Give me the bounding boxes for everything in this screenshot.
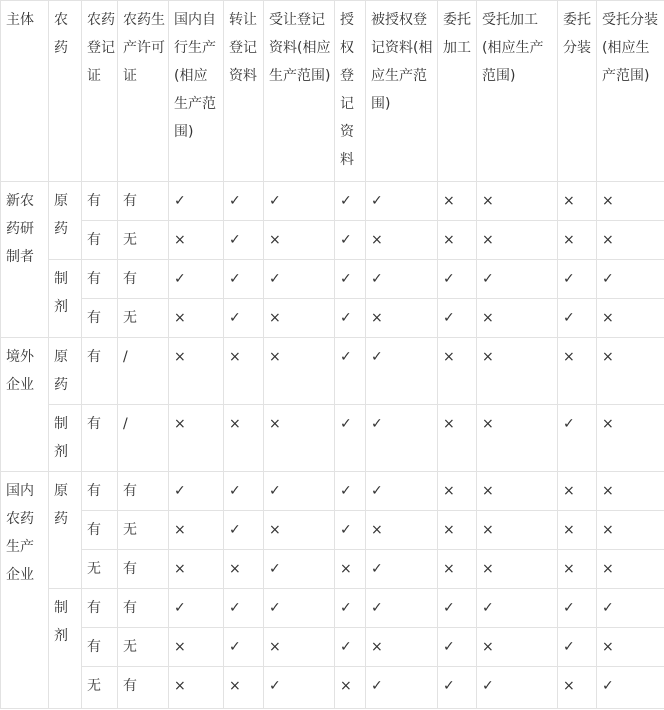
header-cell: 授权登记资料 — [335, 1, 366, 182]
permission-mark-cell: × — [366, 299, 438, 338]
permission-mark-cell: × — [169, 667, 224, 709]
production-license-cell: 有 — [118, 589, 169, 628]
permission-mark-cell: × — [438, 472, 477, 511]
header-cell: 受托分装(相应生产范围) — [597, 1, 664, 182]
subject-cell: 国内农药生产企业 — [1, 472, 49, 709]
permission-mark-cell: ✓ — [335, 628, 366, 667]
permission-mark-cell: ✓ — [224, 628, 264, 667]
header-cell: 被授权登记资料(相应生产范围) — [366, 1, 438, 182]
table-row — [1, 550, 664, 589]
table-row — [1, 628, 664, 667]
header-cell: 受让登记资料(相应生产范围) — [264, 1, 335, 182]
permission-mark-cell: ✓ — [477, 667, 558, 709]
permission-mark-cell: × — [477, 472, 558, 511]
permission-mark-cell: × — [597, 511, 664, 550]
registration-cert-cell: 有 — [82, 221, 118, 260]
permission-mark-cell: × — [597, 221, 664, 260]
header-cell: 主体 — [1, 1, 49, 182]
permission-mark-cell: ✓ — [558, 299, 597, 338]
permission-mark-cell: × — [366, 221, 438, 260]
permission-mark-cell: ✓ — [477, 589, 558, 628]
production-license-cell: 有 — [118, 260, 169, 299]
permission-mark-cell: × — [597, 628, 664, 667]
permission-mark-cell: × — [169, 221, 224, 260]
permission-mark-cell: × — [438, 221, 477, 260]
header-cell: 委托分装 — [558, 1, 597, 182]
table-row — [1, 260, 664, 299]
header-cell: 国内自行生产(相应生产范围) — [169, 1, 224, 182]
permission-mark-cell: ✓ — [264, 472, 335, 511]
permission-mark-cell: ✓ — [224, 182, 264, 221]
table-row — [1, 511, 664, 550]
permission-mark-cell: ✓ — [335, 299, 366, 338]
permission-mark-cell: ✓ — [438, 299, 477, 338]
permission-mark-cell: × — [477, 628, 558, 667]
table-row — [1, 472, 664, 511]
permission-mark-cell: × — [597, 550, 664, 589]
registration-cert-cell: 无 — [82, 667, 118, 709]
header-cell: 农药登记证 — [82, 1, 118, 182]
permission-mark-cell: ✓ — [224, 260, 264, 299]
permission-mark-cell: × — [264, 628, 335, 667]
permission-mark-cell: × — [438, 550, 477, 589]
permission-mark-cell: × — [558, 338, 597, 405]
table-row — [1, 299, 664, 338]
permission-mark-cell: ✓ — [366, 260, 438, 299]
type-cell: 制剂 — [49, 260, 82, 338]
production-license-cell: 有 — [118, 472, 169, 511]
production-license-cell: 无 — [118, 299, 169, 338]
permission-mark-cell: × — [366, 628, 438, 667]
permission-mark-cell: ✓ — [366, 667, 438, 709]
permission-mark-cell: × — [335, 550, 366, 589]
permission-mark-cell: × — [558, 182, 597, 221]
type-cell: 原药 — [49, 338, 82, 405]
permission-mark-cell: × — [264, 338, 335, 405]
permission-mark-cell: ✓ — [558, 628, 597, 667]
permission-mark-cell: × — [477, 221, 558, 260]
permission-mark-cell: ✓ — [335, 221, 366, 260]
permission-mark-cell: × — [169, 338, 224, 405]
permission-mark-cell: ✓ — [335, 589, 366, 628]
permission-mark-cell: × — [438, 405, 477, 472]
header-cell: 农药生产许可证 — [118, 1, 169, 182]
type-cell: 制剂 — [49, 589, 82, 709]
permission-mark-cell: ✓ — [366, 405, 438, 472]
permission-mark-cell: ✓ — [366, 589, 438, 628]
permission-mark-cell: × — [597, 405, 664, 472]
permission-mark-cell: × — [477, 550, 558, 589]
permission-mark-cell: ✓ — [335, 338, 366, 405]
permission-mark-cell: ✓ — [169, 589, 224, 628]
permission-mark-cell: × — [169, 628, 224, 667]
permission-mark-cell: × — [224, 405, 264, 472]
permission-mark-cell: ✓ — [224, 472, 264, 511]
table-row — [1, 589, 664, 628]
permission-mark-cell: ✓ — [264, 182, 335, 221]
permission-mark-cell: × — [558, 667, 597, 709]
permission-mark-cell: ✓ — [366, 550, 438, 589]
permission-mark-cell: ✓ — [558, 589, 597, 628]
permission-mark-cell: ✓ — [169, 260, 224, 299]
permission-mark-cell: × — [438, 338, 477, 405]
production-license-cell: 有 — [118, 667, 169, 709]
permission-mark-cell: × — [224, 667, 264, 709]
table-row — [1, 667, 664, 709]
permission-mark-cell: × — [558, 550, 597, 589]
production-license-cell: 有 — [118, 182, 169, 221]
permission-mark-cell: × — [264, 511, 335, 550]
production-license-cell: 无 — [118, 628, 169, 667]
permission-mark-cell: ✓ — [169, 472, 224, 511]
permission-mark-cell: ✓ — [597, 667, 664, 709]
permission-mark-cell: × — [597, 299, 664, 338]
registration-cert-cell: 有 — [82, 628, 118, 667]
table-row — [1, 182, 664, 221]
permission-mark-cell: ✓ — [597, 260, 664, 299]
permission-mark-cell: ✓ — [438, 667, 477, 709]
permission-mark-cell: ✓ — [335, 182, 366, 221]
permission-mark-cell: × — [169, 299, 224, 338]
table-row — [1, 221, 664, 260]
registration-cert-cell: 有 — [82, 260, 118, 299]
permission-mark-cell: × — [477, 299, 558, 338]
registration-cert-cell: 有 — [82, 405, 118, 472]
permission-mark-cell: ✓ — [438, 260, 477, 299]
permission-mark-cell: × — [477, 182, 558, 221]
registration-cert-cell: 有 — [82, 472, 118, 511]
permission-mark-cell: ✓ — [438, 589, 477, 628]
registration-cert-cell: 无 — [82, 550, 118, 589]
permission-mark-cell: ✓ — [264, 260, 335, 299]
permission-mark-cell: ✓ — [597, 589, 664, 628]
permission-mark-cell: × — [558, 472, 597, 511]
permission-mark-cell: × — [169, 550, 224, 589]
subject-cell: 新农药研制者 — [1, 182, 49, 338]
registration-cert-cell: 有 — [82, 182, 118, 221]
permission-mark-cell: × — [169, 511, 224, 550]
permission-mark-cell: × — [477, 511, 558, 550]
header-cell: 转让登记资料 — [224, 1, 264, 182]
permission-mark-cell: ✓ — [335, 405, 366, 472]
header-row — [1, 1, 664, 182]
permission-mark-cell: ✓ — [366, 472, 438, 511]
production-license-cell: 有 — [118, 550, 169, 589]
permission-mark-cell: × — [558, 511, 597, 550]
registration-cert-cell: 有 — [82, 589, 118, 628]
permission-mark-cell: ✓ — [366, 338, 438, 405]
table-row — [1, 405, 664, 472]
permission-mark-cell: ✓ — [558, 405, 597, 472]
registration-cert-cell: 有 — [82, 338, 118, 405]
permission-mark-cell: ✓ — [169, 182, 224, 221]
permission-mark-cell: ✓ — [224, 511, 264, 550]
header-cell: 农药 — [49, 1, 82, 182]
subject-cell: 境外企业 — [1, 338, 49, 472]
permission-mark-cell: × — [169, 405, 224, 472]
header-cell: 委托加工 — [438, 1, 477, 182]
permission-mark-cell: × — [477, 405, 558, 472]
permission-mark-cell: ✓ — [366, 182, 438, 221]
permission-mark-cell: × — [224, 338, 264, 405]
permission-mark-cell: ✓ — [224, 589, 264, 628]
permission-mark-cell: × — [558, 221, 597, 260]
permission-mark-cell: × — [438, 511, 477, 550]
registration-cert-cell: 有 — [82, 299, 118, 338]
production-license-cell: / — [118, 338, 169, 405]
permission-mark-cell: × — [438, 182, 477, 221]
production-license-cell: 无 — [118, 511, 169, 550]
permission-mark-cell: × — [335, 667, 366, 709]
permission-mark-cell: × — [366, 511, 438, 550]
registration-cert-cell: 有 — [82, 511, 118, 550]
production-license-cell: 无 — [118, 221, 169, 260]
header-cell: 受托加工(相应生产范围) — [477, 1, 558, 182]
type-cell: 制剂 — [49, 405, 82, 472]
type-cell: 原药 — [49, 182, 82, 260]
permission-mark-cell: ✓ — [264, 550, 335, 589]
permission-mark-cell: × — [264, 405, 335, 472]
permission-mark-cell: × — [224, 550, 264, 589]
permission-mark-cell: ✓ — [264, 589, 335, 628]
permission-mark-cell: × — [264, 299, 335, 338]
permission-mark-cell: ✓ — [224, 299, 264, 338]
permission-mark-cell: × — [597, 182, 664, 221]
permission-mark-cell: × — [597, 472, 664, 511]
permission-mark-cell: ✓ — [335, 511, 366, 550]
type-cell: 原药 — [49, 472, 82, 589]
permission-mark-cell: ✓ — [438, 628, 477, 667]
permission-mark-cell: × — [477, 338, 558, 405]
permission-mark-cell: ✓ — [335, 260, 366, 299]
permission-mark-cell: × — [597, 338, 664, 405]
permission-mark-cell: × — [264, 221, 335, 260]
permission-mark-cell: ✓ — [264, 667, 335, 709]
permission-mark-cell: ✓ — [558, 260, 597, 299]
permission-mark-cell: ✓ — [477, 260, 558, 299]
permission-mark-cell: ✓ — [224, 221, 264, 260]
production-license-cell: / — [118, 405, 169, 472]
table-row — [1, 338, 664, 405]
permission-mark-cell: ✓ — [335, 472, 366, 511]
